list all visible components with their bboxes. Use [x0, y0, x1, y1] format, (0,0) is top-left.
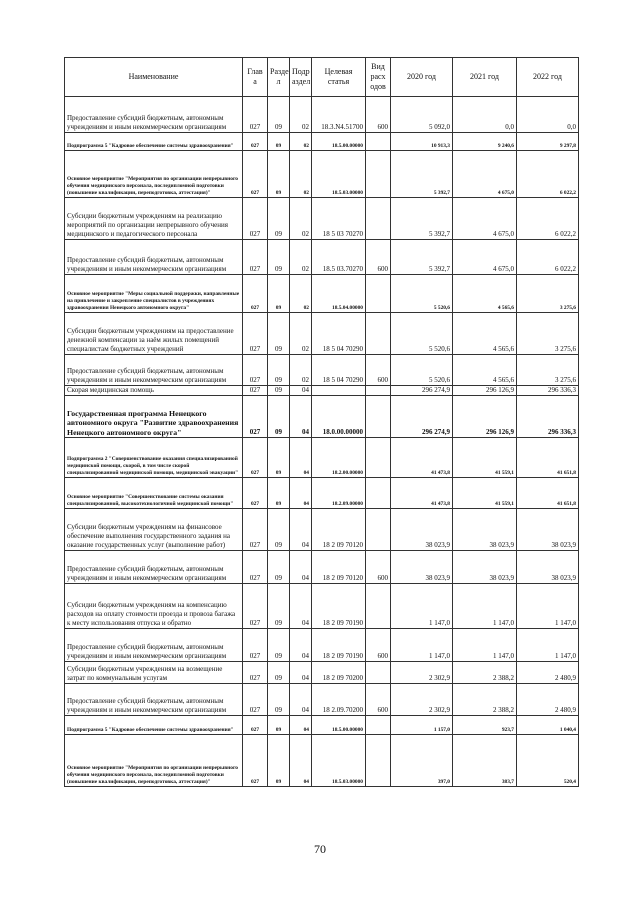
cell-name: Подпрограмма 5 "Кадровое обеспечение системы здравоохранения" [65, 716, 243, 735]
cell-year-2020: 38 023,9 [391, 551, 453, 584]
header-year-2022: 2022 год [517, 58, 579, 97]
cell-section: 09 [268, 313, 290, 355]
cell-expense-type [366, 478, 391, 509]
cell-expense-type [366, 584, 391, 629]
header-year-2020: 2020 год [391, 58, 453, 97]
table-row [65, 396, 579, 438]
cell-year-2022: 3 275,6 [517, 355, 579, 386]
cell-section: 09 [268, 386, 290, 396]
cell-year-2021: 4 675,0 [453, 151, 517, 198]
cell-year-2021: 2 388,2 [453, 662, 517, 684]
cell-chapter: 027 [243, 716, 268, 735]
cell-target-article: 18 2 09 70120 [312, 551, 366, 584]
table-row [65, 133, 579, 151]
cell-expense-type [366, 313, 391, 355]
header-year-2021: 2021 год [453, 58, 517, 97]
cell-year-2020: 397,0 [391, 735, 453, 787]
cell-year-2021: 9 240,6 [453, 133, 517, 151]
cell-chapter: 027 [243, 386, 268, 396]
cell-target-article: 18.5.00.00000 [312, 716, 366, 735]
cell-year-2020: 2 302,9 [391, 684, 453, 716]
cell-name: Предоставление субсидий бюджетным, автономным учреждениям и иным некоммерческим организациям [65, 355, 243, 386]
cell-subsection: 04 [290, 684, 312, 716]
cell-year-2022: 296 336,3 [517, 396, 579, 438]
cell-year-2020: 1 147,0 [391, 584, 453, 629]
cell-subsection: 02 [290, 133, 312, 151]
cell-year-2020: 5 092,0 [391, 97, 453, 133]
cell-name: Субсидии бюджетным учреждениям на предоставление денежной компенсации за наём жилых помещений специалистам бюджетных учреждений [65, 313, 243, 355]
cell-section: 09 [268, 735, 290, 787]
cell-year-2020: 296 274,9 [391, 386, 453, 396]
cell-expense-type [366, 735, 391, 787]
header-section: Разде л [268, 58, 290, 97]
table-row [65, 662, 579, 684]
cell-subsection: 04 [290, 386, 312, 396]
cell-name: Подпрограмма 2 "Совершенствование оказания специализированной медицинской помощи, скорой, в том числе скорой специализированной медицинской помощи, медицинской эвакуации" [65, 438, 243, 478]
cell-year-2021: 4 675,0 [453, 198, 517, 240]
cell-target-article: 18 2 09 70200 [312, 662, 366, 684]
cell-name: Скорая медицинская помощь [65, 386, 243, 396]
cell-year-2021: 38 023,9 [453, 509, 517, 551]
cell-expense-type: 600 [366, 629, 391, 662]
table-row [65, 735, 579, 787]
cell-expense-type: 600 [366, 355, 391, 386]
table-row [65, 478, 579, 509]
cell-target-article: 18 2 09 70190 [312, 584, 366, 629]
cell-expense-type [366, 509, 391, 551]
cell-chapter: 027 [243, 478, 268, 509]
cell-target-article: 18 2.09.70200 [312, 684, 366, 716]
cell-section: 09 [268, 584, 290, 629]
cell-expense-type: 600 [366, 240, 391, 275]
header-subsection: Подр аздел [290, 58, 312, 97]
cell-year-2021: 383,7 [453, 735, 517, 787]
cell-year-2021: 296 126,9 [453, 386, 517, 396]
cell-section: 09 [268, 133, 290, 151]
cell-target-article: 18.5 03.70270 [312, 240, 366, 275]
cell-section: 09 [268, 355, 290, 386]
cell-section: 09 [268, 509, 290, 551]
cell-expense-type [366, 275, 391, 313]
cell-subsection: 02 [290, 151, 312, 198]
table-row [65, 240, 579, 275]
cell-section: 09 [268, 240, 290, 275]
cell-year-2021: 923,7 [453, 716, 517, 735]
cell-target-article: 18.2.00.00000 [312, 438, 366, 478]
cell-name: Основное мероприятие "Меры социальной поддержки, направленные на привлечение и закрепление специалистов в учреждениях здравоохранения Ненецкого автономного округа" [65, 275, 243, 313]
cell-year-2022: 0,0 [517, 97, 579, 133]
cell-subsection: 04 [290, 478, 312, 509]
table-row [65, 97, 579, 133]
cell-year-2020: 296 274,9 [391, 396, 453, 438]
cell-subsection: 04 [290, 584, 312, 629]
cell-year-2020: 10 913,3 [391, 133, 453, 151]
table-row [65, 438, 579, 478]
cell-year-2021: 4 675,0 [453, 240, 517, 275]
cell-name: Предоставление субсидий бюджетным, автономным учреждениям и иным некоммерческим организациям [65, 684, 243, 716]
cell-subsection: 04 [290, 438, 312, 478]
cell-year-2021: 296 126,9 [453, 396, 517, 438]
cell-section: 09 [268, 716, 290, 735]
cell-chapter: 027 [243, 629, 268, 662]
table-row [65, 313, 579, 355]
budget-table [64, 57, 579, 787]
cell-year-2021: 4 565,6 [453, 355, 517, 386]
cell-year-2020: 41 473,8 [391, 438, 453, 478]
cell-year-2021: 1 147,0 [453, 629, 517, 662]
cell-year-2020: 5 392,7 [391, 240, 453, 275]
cell-year-2022: 1 147,0 [517, 584, 579, 629]
cell-expense-type [366, 198, 391, 240]
table-row [65, 584, 579, 629]
cell-year-2020: 5 520,6 [391, 275, 453, 313]
cell-chapter: 027 [243, 438, 268, 478]
cell-chapter: 027 [243, 684, 268, 716]
cell-target-article: 18.5.03.00000 [312, 151, 366, 198]
cell-year-2021: 4 565,6 [453, 275, 517, 313]
cell-target-article: 18 5 04 70290 [312, 355, 366, 386]
cell-expense-type [366, 386, 391, 396]
cell-subsection: 02 [290, 97, 312, 133]
cell-year-2021: 41 559,1 [453, 478, 517, 509]
cell-section: 09 [268, 684, 290, 716]
table-row [65, 551, 579, 584]
cell-chapter: 027 [243, 396, 268, 438]
cell-expense-type [366, 151, 391, 198]
cell-subsection: 02 [290, 275, 312, 313]
page-number: 70 [314, 842, 326, 856]
table-row [65, 151, 579, 198]
cell-year-2022: 1 040,4 [517, 716, 579, 735]
cell-section: 09 [268, 438, 290, 478]
cell-target-article: 18.5.04.00000 [312, 275, 366, 313]
cell-target-article: 18.3.N4.51700 [312, 97, 366, 133]
header-target-article: Целевая статья [312, 58, 366, 97]
cell-name: Предоставление субсидий бюджетным, автономным учреждениям и иным некоммерческим организациям [65, 97, 243, 133]
cell-subsection: 04 [290, 662, 312, 684]
cell-year-2022: 6 022,2 [517, 151, 579, 198]
cell-expense-type: 600 [366, 551, 391, 584]
table-row [65, 386, 579, 396]
cell-expense-type [366, 716, 391, 735]
cell-expense-type [366, 438, 391, 478]
cell-subsection: 04 [290, 396, 312, 438]
cell-section: 09 [268, 97, 290, 133]
cell-section: 09 [268, 198, 290, 240]
cell-name: Основное мероприятие "Мероприятия по организации непрерывного обучения медицинского персонала, последипломной подготовки (повышение квалификации, переподготовка, аттестация)" [65, 151, 243, 198]
cell-year-2021: 1 147,0 [453, 584, 517, 629]
cell-name: Предоставление субсидий бюджетным, автономным учреждениям и иным некоммерческим организациям [65, 240, 243, 275]
cell-year-2020: 2 302,9 [391, 662, 453, 684]
cell-expense-type: 600 [366, 97, 391, 133]
cell-chapter: 027 [243, 584, 268, 629]
table-row [65, 198, 579, 240]
header-name: Наименование [65, 58, 243, 97]
cell-subsection: 02 [290, 355, 312, 386]
cell-year-2020: 5 392,7 [391, 198, 453, 240]
cell-target-article: 18.2.09.00000 [312, 478, 366, 509]
cell-name: Подпрограмма 5 "Кадровое обеспечение системы здравоохранения" [65, 133, 243, 151]
cell-target-article: 18 2 09 70190 [312, 629, 366, 662]
cell-chapter: 027 [243, 735, 268, 787]
table-row [65, 275, 579, 313]
table-row [65, 716, 579, 735]
cell-section: 09 [268, 275, 290, 313]
cell-subsection: 02 [290, 198, 312, 240]
table-row [65, 629, 579, 662]
cell-name: Предоставление субсидий бюджетным, автономным учреждениям и иным некоммерческим организациям [65, 551, 243, 584]
cell-expense-type [366, 396, 391, 438]
cell-year-2022: 41 651,8 [517, 478, 579, 509]
cell-year-2021: 4 565,6 [453, 313, 517, 355]
cell-target-article: 18 5 04 70290 [312, 313, 366, 355]
cell-section: 09 [268, 396, 290, 438]
cell-expense-type [366, 662, 391, 684]
cell-year-2021: 41 559,1 [453, 438, 517, 478]
cell-year-2022: 296 336,3 [517, 386, 579, 396]
cell-target-article: 18.5.00.00000 [312, 133, 366, 151]
cell-chapter: 027 [243, 509, 268, 551]
cell-target-article: 18 5 03 70270 [312, 198, 366, 240]
cell-name: Основное мероприятие "Совершенствование системы оказания специализированной, высокотехнологичной медицинской помощи" [65, 478, 243, 509]
cell-subsection: 04 [290, 551, 312, 584]
cell-expense-type [366, 133, 391, 151]
cell-year-2021: 2 388,2 [453, 684, 517, 716]
cell-section: 09 [268, 151, 290, 198]
table-row [65, 355, 579, 386]
cell-year-2022: 3 275,6 [517, 275, 579, 313]
cell-section: 09 [268, 478, 290, 509]
cell-target-article [312, 386, 366, 396]
cell-chapter: 027 [243, 133, 268, 151]
cell-chapter: 027 [243, 151, 268, 198]
table-row [65, 684, 579, 716]
cell-subsection: 04 [290, 629, 312, 662]
cell-year-2020: 38 023,9 [391, 509, 453, 551]
cell-name: Субсидии бюджетным учреждениям на реализацию мероприятий по организации непрерывного обучения медицинского и педагогического персонала [65, 198, 243, 240]
cell-chapter: 027 [243, 240, 268, 275]
cell-section: 09 [268, 662, 290, 684]
cell-year-2022: 9 297,8 [517, 133, 579, 151]
cell-chapter: 027 [243, 97, 268, 133]
cell-year-2022: 41 651,8 [517, 438, 579, 478]
cell-year-2022: 2 480,9 [517, 684, 579, 716]
cell-name: Субсидии бюджетным учреждениям на компенсацию расходов на оплату стоимости проезда и провоза багажа к месту использования отпуска и обратно [65, 584, 243, 629]
cell-name: Субсидии бюджетным учреждениям на возмещение затрат по коммунальным услугам [65, 662, 243, 684]
cell-year-2022: 6 022,2 [517, 198, 579, 240]
cell-section: 09 [268, 551, 290, 584]
cell-subsection: 04 [290, 716, 312, 735]
cell-year-2022: 2 480,9 [517, 662, 579, 684]
header-chapter: Глав а [243, 58, 268, 97]
cell-year-2021: 38 023,9 [453, 551, 517, 584]
cell-chapter: 027 [243, 662, 268, 684]
table-row [65, 509, 579, 551]
cell-chapter: 027 [243, 275, 268, 313]
cell-subsection: 02 [290, 240, 312, 275]
cell-year-2022: 520,4 [517, 735, 579, 787]
cell-expense-type: 600 [366, 684, 391, 716]
cell-name: Государственная программа Ненецкого автономного округа "Развитие здравоохранения Ненецкого автономного округа" [65, 396, 243, 438]
cell-year-2020: 1 147,0 [391, 629, 453, 662]
cell-year-2020: 41 473,8 [391, 478, 453, 509]
cell-year-2022: 38 023,9 [517, 551, 579, 584]
cell-chapter: 027 [243, 198, 268, 240]
cell-year-2021: 0,0 [453, 97, 517, 133]
header-expense-type: Вид расх одов [366, 58, 391, 97]
cell-chapter: 027 [243, 551, 268, 584]
cell-year-2022: 6 022,2 [517, 240, 579, 275]
cell-subsection: 04 [290, 735, 312, 787]
cell-subsection: 02 [290, 313, 312, 355]
cell-year-2020: 5 392,7 [391, 151, 453, 198]
cell-target-article: 18.5.03.00000 [312, 735, 366, 787]
cell-target-article: 18.0.00.00000 [312, 396, 366, 438]
cell-year-2022: 3 275,6 [517, 313, 579, 355]
table-header-row [65, 58, 579, 97]
cell-chapter: 027 [243, 355, 268, 386]
cell-section: 09 [268, 629, 290, 662]
cell-name: Субсидии бюджетным учреждениям на финансовое обеспечение выполнения государственного задания на оказание государственных услуг (выполнение работ) [65, 509, 243, 551]
cell-name: Основное мероприятие "Мероприятия по организации непрерывного обучения медицинского персонала, последипломной подготовки (повышение квалификации, переподготовка, аттестация)" [65, 735, 243, 787]
cell-subsection: 04 [290, 509, 312, 551]
cell-year-2020: 5 520,6 [391, 355, 453, 386]
cell-year-2022: 38 023,9 [517, 509, 579, 551]
cell-target-article: 18 2 09 70120 [312, 509, 366, 551]
cell-chapter: 027 [243, 313, 268, 355]
cell-year-2020: 5 520,6 [391, 313, 453, 355]
cell-year-2022: 1 147,0 [517, 629, 579, 662]
cell-name: Предоставление субсидий бюджетным, автономным учреждениям и иным некоммерческим организациям [65, 629, 243, 662]
cell-year-2020: 1 157,0 [391, 716, 453, 735]
